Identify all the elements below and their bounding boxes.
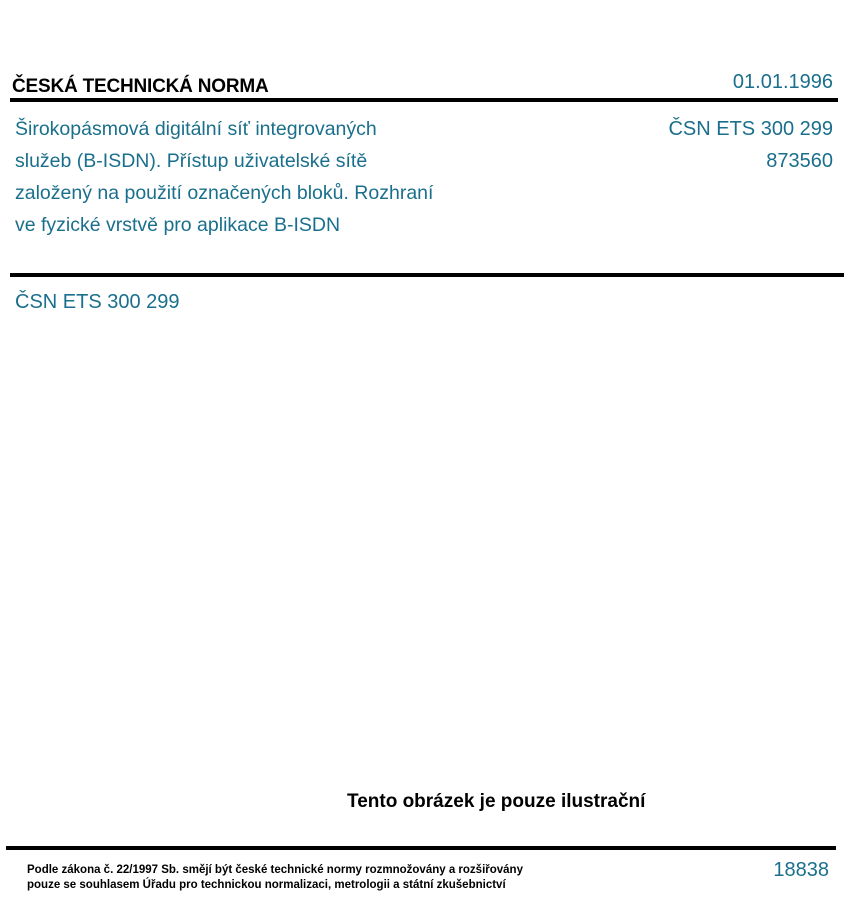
header-divider (10, 98, 838, 102)
legal-notice-line: Podle zákona č. 22/1997 Sb. smějí být české technické normy rozmnožovány a rozšiřovány (27, 864, 523, 876)
standard-number-repeat: ČSN ETS 300 299 (15, 291, 180, 313)
standard-title-line: služeb (B-ISDN). Přístup uživatelské sítě (15, 150, 368, 172)
standard-title-line: založený na použití označených bloků. Rozhraní (15, 182, 434, 204)
classification-code: 873560 (766, 150, 833, 172)
standard-title (15, 113, 495, 241)
standard-title-line: ve fyzické vrstvě pro aplikace B-ISDN (15, 214, 341, 236)
page-title: ČESKÁ TECHNICKÁ NORMA (12, 76, 269, 97)
standard-title-line: Širokopásmová digitální síť integrovaných (15, 118, 377, 140)
standard-number: ČSN ETS 300 299 (668, 118, 833, 140)
issue-date: 01.01.1996 (732, 71, 833, 93)
legal-notice-line: pouze se souhlasem Úřadu pro technickou normalizaci, metrologii a státní zkušebnictví (27, 879, 506, 891)
legal-notice (27, 863, 523, 893)
footer-divider (6, 846, 836, 850)
document-id: 18838 (773, 859, 829, 881)
illustration-note: Tento obrázek je pouze ilustrační (347, 791, 646, 812)
section-divider (10, 273, 844, 277)
